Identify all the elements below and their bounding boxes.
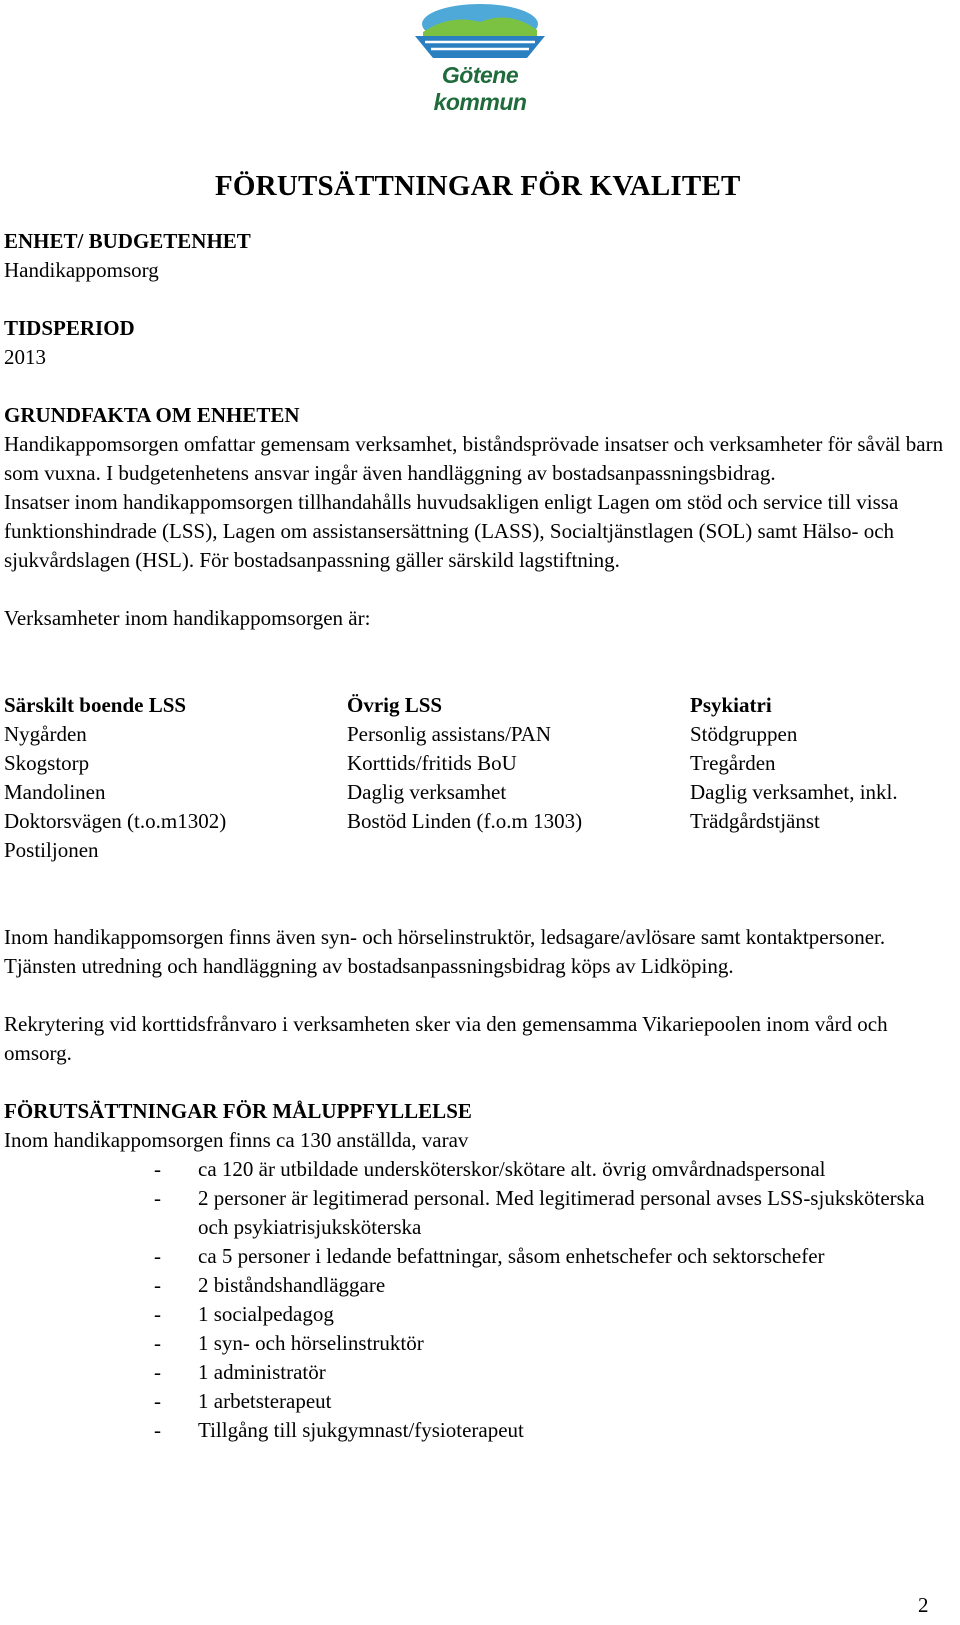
column-special-housing [4,691,347,865]
list-item: Stödgruppen [690,722,798,746]
list-item [4,1329,954,1358]
unit-heading: ENHET/ BUDGETENHET [4,229,251,253]
list-item: Skogstorp [4,751,90,775]
list-item [4,1358,954,1387]
dash-bullet: - [154,1244,161,1268]
municipality-emblem-icon [395,2,565,64]
units-columns [4,691,954,865]
list-item [4,1387,954,1416]
more-paragraph-1: Inom handikappomsorgen finns även syn- och hörselinstruktör, ledsagare/avlösare samt kontaktpersoner. Tjänsten utredning och handläggning av bostadsanpassningsbidrag köps av Lidköping. [4,925,886,978]
gotene-kommun-logo [395,2,565,115]
list-item-text: Tillgång till sjukgymnast/fysioterapeut [198,1418,524,1442]
dash-bullet: - [154,1360,161,1384]
facts-paragraph-1: Handikappomsorgen omfattar gemensam verksamhet, biståndsprövade insatser och verksamheter för såväl barn som vuxna. I budgetenhetens ansvar ingår även handläggning av bostadsanpassningsbidrag. [4,432,944,485]
column-heading: Särskilt boende LSS [4,693,187,717]
list-item-text: 1 administratör [198,1360,326,1384]
list-item: Postiljonen [4,838,99,862]
list-item: Mandolinen [4,780,106,804]
dash-bullet: - [154,1302,161,1326]
dash-bullet: - [154,1273,161,1297]
facts-heading: GRUNDFAKTA OM ENHETEN [4,403,300,427]
list-item [4,1155,954,1184]
dash-bullet: - [154,1186,161,1210]
list-item [4,1416,954,1445]
list-item-text: 1 syn- och hörselinstruktör [198,1331,424,1355]
list-item: Nygården [4,722,87,746]
facts-paragraph-2: Insatser inom handikappomsorgen tillhandahålls huvudsakligen enligt Lagen om stöd och service till vissa funktionshindrade (LSS), Lagen om assistansersättning (LASS), Socialtjänstlagen (SOL) samt Hälso- och sjukvårdslagen (HSL). För bostadsanpassning gäller särskild lagstiftning. [4,490,899,572]
list-item: Doktorsvägen (t.o.m1302) [4,809,227,833]
staff-list [4,1155,954,1445]
list-item-text: 2 personer är legitimerad personal. Med legitimerad personal avses LSS-sjuksköterska och psykiatrisjuksköterska [198,1186,925,1239]
dash-bullet: - [154,1331,161,1355]
list-item: Daglig verksamhet, inkl. Trädgårdstjänst [690,780,898,833]
logo-text: Götene kommun [433,62,527,115]
more-paragraph-2: Rekrytering vid korttidsfrånvaro i verksamheten sker via den gemensamma Vikariepoolen inom vård och omsorg. [4,1012,888,1065]
list-item: Daglig verksamhet [347,780,507,804]
unit-value: Handikappomsorg [4,258,159,282]
period-heading: TIDSPERIOD [4,316,135,340]
list-item: Bostöd Linden (f.o.m 1303) [347,809,583,833]
list-item: Tregården [690,751,776,775]
column-heading: Psykiatri [690,693,772,717]
list-item: Korttids/fritids BoU [347,751,517,775]
list-item-text: 2 biståndshandläggare [198,1273,386,1297]
list-item [4,1300,954,1329]
dash-bullet: - [154,1389,161,1413]
goals-intro: Inom handikappomsorgen finns ca 130 anställda, varav [4,1128,469,1152]
list-item [4,1184,954,1242]
column-heading: Övrig LSS [347,693,443,717]
goals-heading: FÖRUTSÄTTNINGAR FÖR MÅLUPPFYLLELSE [4,1099,472,1123]
list-item [4,1242,954,1271]
dash-bullet: - [154,1157,161,1181]
document-title: FÖRUTSÄTTNINGAR FÖR KVALITET [215,170,741,202]
list-item-text: 1 arbetsterapeut [198,1389,332,1413]
document-body [4,227,954,1445]
period-value: 2013 [4,345,46,369]
list-item-text: 1 socialpedagog [198,1302,334,1326]
dash-bullet: - [154,1418,161,1442]
list-item-text: ca 120 är utbildade undersköterskor/skötare alt. övrig omvårdnadspersonal [198,1157,826,1181]
list-item-text: ca 5 personer i ledande befattningar, såsom enhetschefer och sektorschefer [198,1244,825,1268]
list-item: Personlig assistans/PAN [347,722,552,746]
page-number: 2 [918,1593,929,1617]
facts-intro: Verksamheter inom handikappomsorgen är: [4,606,371,630]
column-other-lss [347,691,690,865]
column-psychiatry [690,691,960,865]
list-item [4,1271,954,1300]
